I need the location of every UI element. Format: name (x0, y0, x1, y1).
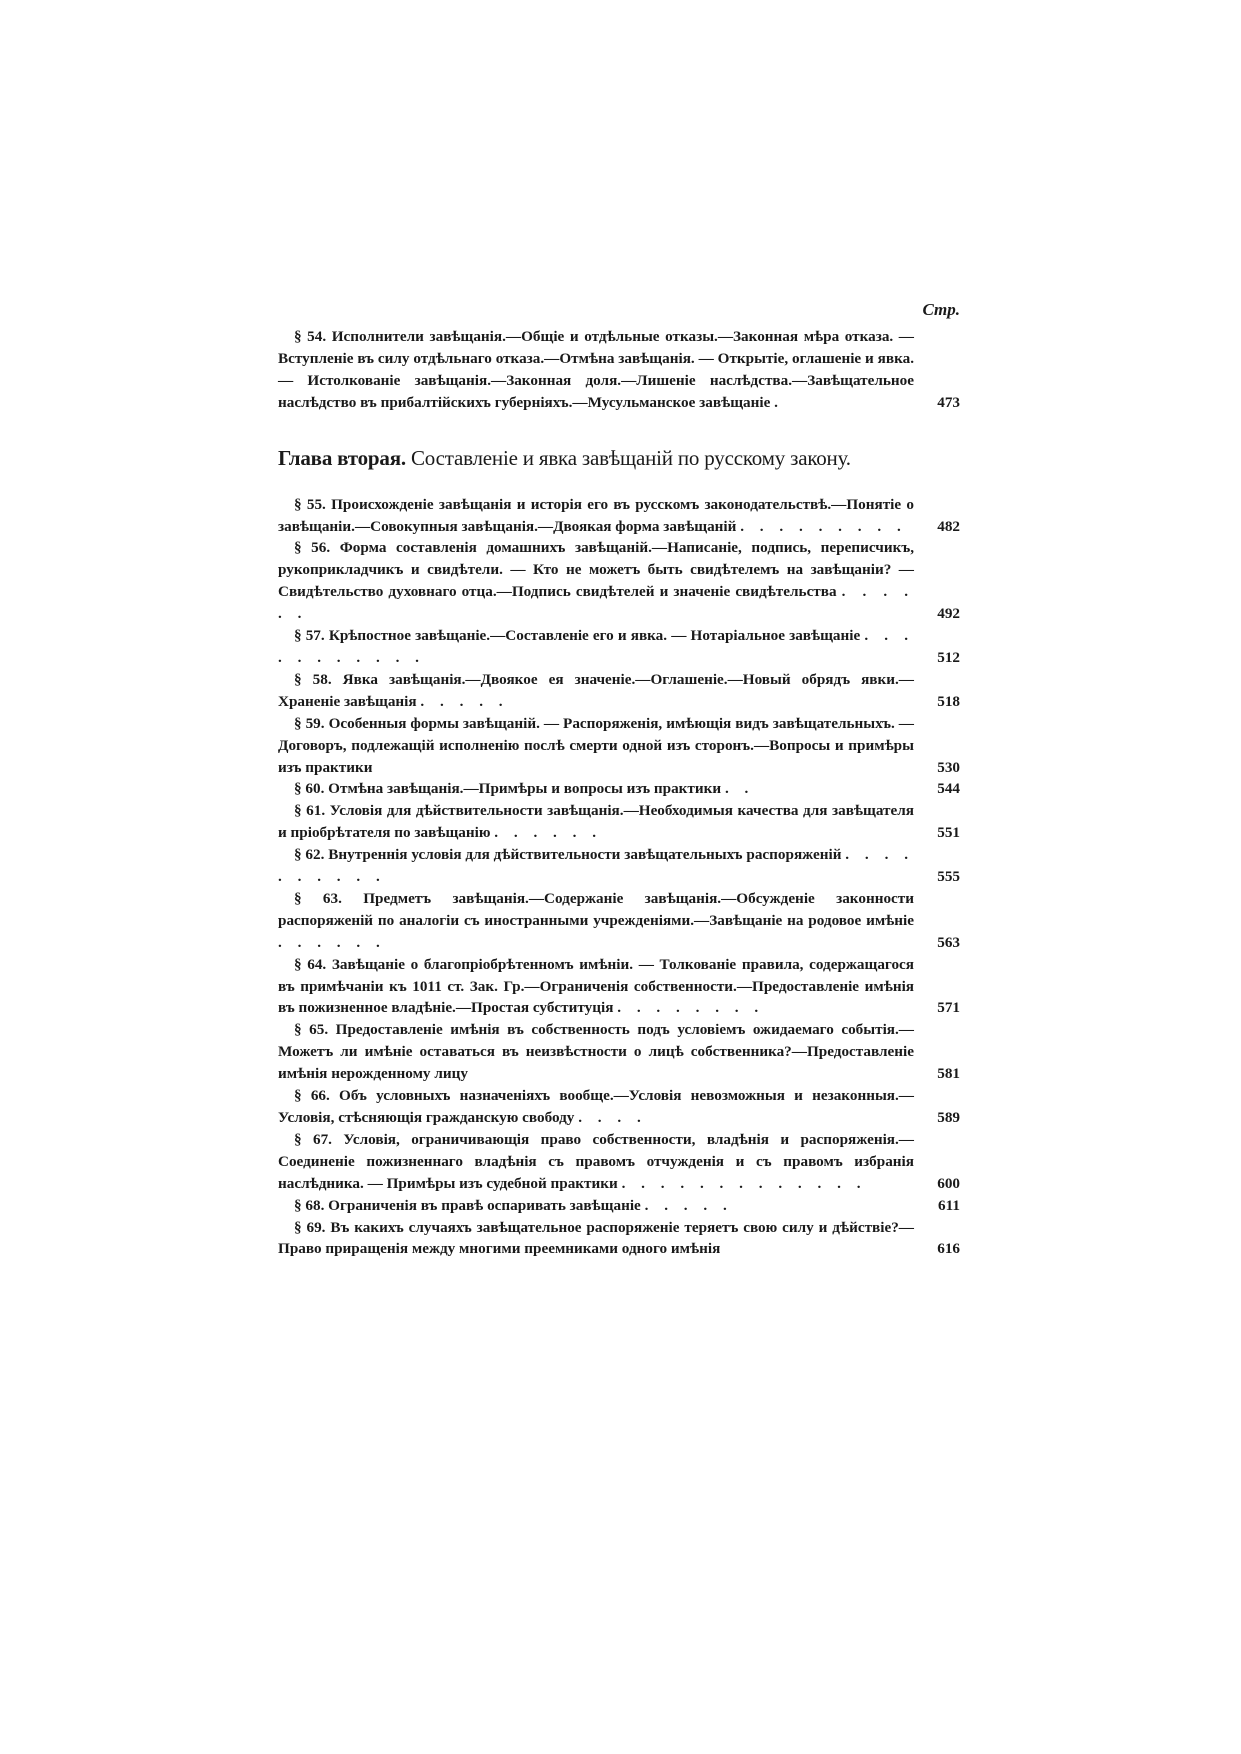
toc-entry-text: § 67. Условія, ограничивающія право собственности, владѣнія и распоряженія.—Соединеніе пожизненнаго владѣнія съ правомъ отчужденія и съ правомъ избранія наслѣдника. — Примѣры изъ судебной практики . . . . . . . . . . . . . (278, 1130, 914, 1192)
toc-entry (278, 1019, 960, 1085)
toc-entry-page: 551 (937, 824, 960, 842)
toc-entry-text: § 61. Условія для дѣйствительности завѣщанія.—Необходимыя качества для завѣщателя и пріобрѣтателя по завѣщанію . . . . . . (278, 802, 914, 842)
toc-entry-page: 616 (937, 1240, 960, 1258)
chapter-title: Глава вторая. (278, 445, 406, 470)
dot-leader: . . . . . . . . . . . (278, 627, 915, 666)
toc-entry-54 (278, 326, 960, 414)
toc-entry-text: § 63. Предметъ завѣщанія.—Содержаніе завѣщанія.—Обсужденіе законности распоряженій по аналогіи съ иностранными учрежденіями.—Завѣщаніе на родовое имѣніе . . . . . . (278, 889, 914, 951)
toc-entry (278, 1195, 960, 1217)
toc-entry-text: § 62. Внутреннія условія для дѣйствительности завѣщательныхъ распоряженій . . . . . . . . . . (278, 846, 915, 886)
toc-entry-text: § 66. Объ условныхъ назначеніяхъ вообще.—Условія невозможныя и незаконныя.—Условія, стѣсняющія гражданскую свободу . . . . (278, 1087, 914, 1126)
toc-entry-page: 473 (937, 393, 960, 411)
dot-leader: . . . . . . (278, 583, 914, 623)
toc-entry (278, 888, 960, 954)
toc-entry-text: § 56. Форма составленія домашнихъ завѣщаній.—Написаніе, подпись, переписчикъ, рукоприкладчикъ и свидѣтели. — Кто не можетъ быть свидѣтелемъ на завѣщаніи? — Свидѣтельство духовнаго отца.—Подпись свидѣтелей и значеніе свидѣтельства . . . . . . (278, 539, 914, 623)
toc-entry-page: 589 (937, 1109, 960, 1126)
toc-entry-page: 530 (937, 758, 960, 776)
chapter-subtitle: Составленіе и явка завѣщаній по русскому закону. (410, 445, 851, 470)
toc-entry (278, 800, 960, 844)
toc-entry-text: § 60. Отмѣна завѣщанія.—Примѣры и вопросы изъ практики . . (294, 780, 755, 798)
toc-entry-page: 571 (937, 999, 960, 1017)
toc-entry-text: § 55. Происхожденіе завѣщанія и исторія его въ русскомъ законодательствѣ.—Понятіе о завѣщаніи.—Совокупныя завѣщанія.—Двоякая форма завѣщаній . . . . . . . . . (278, 495, 914, 535)
toc-entry-text: § 58. Явка завѣщанія.—Двоякое ея значеніе.—Оглашеніе.—Новый обрядъ явки.—Храненіе завѣщанія . . . . . (278, 670, 914, 710)
toc-entries-list (278, 494, 960, 1261)
toc-entry (278, 625, 960, 669)
toc-entry-page: 555 (937, 868, 960, 886)
table-of-contents-page (278, 300, 960, 1260)
toc-entry-page: 518 (937, 692, 960, 710)
page-column-label: Стр. (922, 300, 960, 319)
toc-entry-text: § 64. Завѣщаніе о благопріобрѣтенномъ имѣніи. — Толкованіе правила, содержащагося въ примѣчаніи къ 1011 ст. Зак. Гр.—Ограниченія собственности.—Предоставленіе имѣнія въ пожизненное владѣніе.—Простая субституція . . . . . . . . (278, 955, 914, 1017)
dot-leader: . . . . . . . . . . . . . (621, 1174, 867, 1192)
toc-entry-page: 492 (937, 605, 960, 623)
toc-entry-page: 482 (937, 517, 960, 535)
toc-entry (278, 669, 960, 713)
toc-entry (278, 537, 960, 625)
toc-entry-page: 563 (937, 933, 960, 951)
dot-leader: . . . . . . (278, 933, 386, 951)
dot-leader: . . . . . (644, 1196, 733, 1214)
toc-entry (278, 713, 960, 779)
dot-leader: . . . . . . (494, 824, 603, 842)
toc-entry (278, 778, 960, 800)
toc-entry (278, 844, 960, 888)
dot-leader: . . (724, 780, 755, 798)
toc-entry-text: § 68. Ограниченія въ правѣ оспаривать завѣщаніе . . . . . (294, 1196, 733, 1214)
toc-entry-text: § 57. Крѣпостное завѣщаніе.—Составленіе его и явка. — Нотаріальное завѣщаніе . . . . . . . . . . . (278, 627, 915, 666)
toc-entry-page: 512 (937, 648, 960, 666)
toc-entry (278, 1129, 960, 1195)
toc-entry (278, 954, 960, 1020)
dot-leader: . . . . . . . . . . (278, 846, 915, 886)
chapter-heading (278, 444, 960, 472)
dot-leader: . . . . (578, 1109, 647, 1126)
dot-leader: . . . . . . . . (617, 999, 765, 1017)
toc-entry-page: 611 (938, 1196, 960, 1214)
toc-entry-page: 600 (937, 1174, 960, 1192)
toc-entry (278, 1085, 960, 1129)
toc-entry-text: § 65. Предоставленіе имѣнія въ собственность подъ условіемъ ожидаемаго событія.—Можетъ ли имѣніе оставаться въ неизвѣстности о лицѣ собственника?—Предоставленіе имѣнія нерожденному лицу (278, 1021, 914, 1083)
toc-entry-page: 581 (937, 1065, 960, 1083)
toc-entry-text: § 69. Въ какихъ случаяхъ завѣщательное распоряженіе теряетъ свою силу и дѣйствіе?—Право приращенія между многими преемниками одного имѣнія (278, 1218, 914, 1258)
toc-entry-text: § 59. Особенныя формы завѣщаній. — Распоряженія, имѣющія видъ завѣщательныхъ. — Договоръ, подлежащій исполненію послѣ смерти одной изъ сторонъ.—Вопросы и примѣры изъ практики (278, 714, 914, 776)
dot-leader: . . . . . . . . . (740, 517, 907, 535)
toc-entry (278, 1217, 960, 1261)
toc-entry-page: 544 (937, 780, 960, 798)
toc-entry (278, 494, 960, 538)
toc-entry-text: § 54. Исполнители завѣщанія.—Общіе и отдѣльные отказы.—Законная мѣра отказа. — Вступленіе въ силу отдѣльнаго отказа.—Отмѣна завѣщанія. — Открытіе, оглашеніе и явка. — Истолкованіе завѣщанія.—Законная доля.—Лишеніе наслѣдства.—Завѣщательное наслѣдство въ прибалтійскихъ губерніяхъ.—Мусульманское завѣщаніе . (278, 328, 914, 411)
dot-leader: . . . . . (420, 692, 509, 710)
